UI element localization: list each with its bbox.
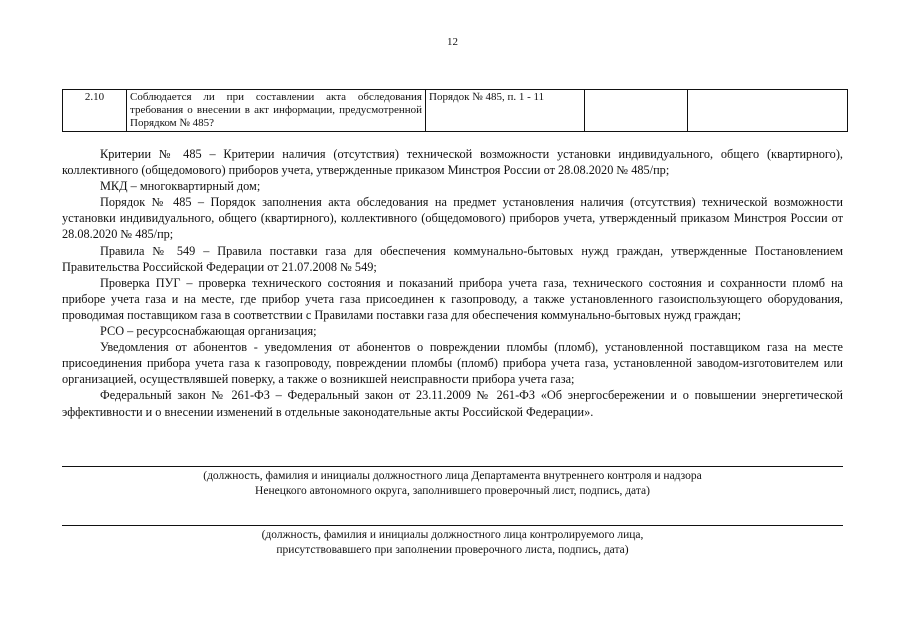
page-number: 12 (447, 36, 458, 48)
controlled-person-signature-block (62, 525, 843, 558)
abbreviations-section (62, 146, 843, 420)
checklist-table (62, 89, 848, 132)
definition-federal-law-261: Федеральный закон № 261-ФЗ – Федеральный закон от 23.11.2009 № 261-ФЗ «Об энергосбережении и о повышении энергетической эффективности и о внесении изменений в отдельные законодательные акты Российской Федерации». (62, 388, 843, 419)
definition-mkd: МКД – многоквартирный дом; (100, 179, 261, 194)
signature-line (62, 466, 843, 467)
table-row (63, 90, 848, 132)
definition-criteria-485: Критерии № 485 – Критерии наличия (отсутствия) технической возможности установки индивидуального, общего (квартирного), коллективного (общедомового) приборов учета, утвержденные приказом Минстроя России от 28.08.2020 № 485/пр; (62, 147, 843, 178)
signature-caption-line: присутствовавшего при заполнении проверочного листа, подпись, дата) (276, 544, 629, 556)
definition-order-485: Порядок № 485 – Порядок заполнения акта обследования на предмет установления наличия (отсутствия) технической возможности установки индивидуального, общего (квартирного), коллективного (общедомового) приборов учета, утвержденный приказом Минстроя России от 28.08.2020 № 485/пр; (62, 195, 843, 242)
question-cell: Соблюдается ли при составлении акта обследования требования о внесении в акт информации, предусмотренной Порядком № 485? (127, 90, 426, 132)
signature-caption-line: (должность, фамилия и инициалы должностного лица Департамента внутреннего контроля и надзора (203, 470, 702, 482)
signature-caption (62, 528, 843, 558)
answer-cell (585, 90, 688, 132)
note-cell (688, 90, 848, 132)
definition-subscriber-notices: Уведомления от абонентов - уведомления от абонентов о повреждении пломбы (пломб), установленной поставщиком газа на месте присоединения прибора учета газа к газопроводу, повреждении пломбы (пломб) прибора учета газа, установленной заводом-изготовителем или организацией, осуществлявшей поверку, а также о возникшей неисправности прибора учета газа; (62, 340, 843, 387)
signature-caption (62, 469, 843, 499)
legal-basis-cell: Порядок № 485, п. 1 - 11 (426, 90, 585, 132)
row-number-cell: 2.10 (63, 90, 127, 132)
inspector-signature-block (62, 466, 843, 499)
definition-pug-check: Проверка ПУГ – проверка технического состояния и показаний прибора учета газа, технического состояния и сохранности пломб на приборе учета газа и на месте, где прибор учета газа присоединен к газопроводу, а также установленного газоиспользующего оборудования, проводимая поставщиком газа в соответствии с Правилами поставки газа для обеспечения коммунально-бытовых нужд граждан; (62, 275, 843, 322)
definition-rules-549: Правила № 549 – Правила поставки газа для обеспечения коммунально-бытовых нужд граждан, утвержденные Постановлением Правительства Российской Федерации от 21.07.2008 № 549; (62, 243, 843, 274)
signature-caption-line: Ненецкого автономного округа, заполнившего проверочный лист, подпись, дата) (255, 485, 650, 497)
definition-rso: РСО – ресурсоснабжающая организация; (100, 324, 317, 339)
signature-caption-line: (должность, фамилия и инициалы должностного лица контролируемого лица, (261, 529, 644, 541)
signature-line (62, 525, 843, 526)
